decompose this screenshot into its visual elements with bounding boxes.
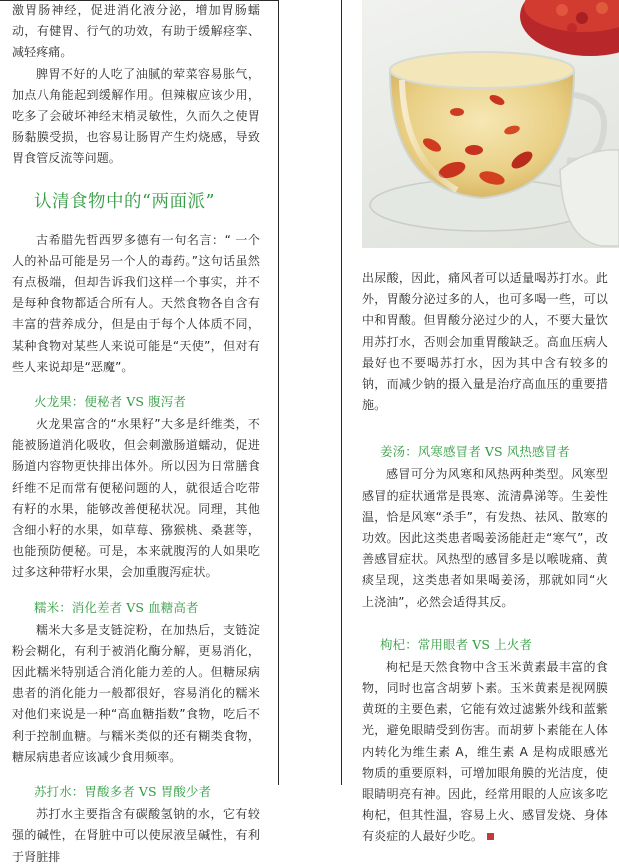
item-title-goji: 枸杞：常用眼者 VS 上火者 — [380, 636, 532, 652]
item-text-goji — [362, 657, 608, 848]
article-end-icon — [487, 833, 494, 840]
soda-continuation: 出尿酸，因此，痛风者可以适量喝苏打水。此外，胃酸分泌过多的人，也可多喝一些，可以中和胃酸。但胃酸分泌过少的人，不要大量饮用苏打水，否则会加重胃酸缺乏。高血压病人最好也不要喝苏打水，因为其中含有较多的钠，而减少钠的摄入量是治疗高血压的重要措施。 — [362, 271, 608, 413]
item-text-glutinous-rice: 糯米大多是支链淀粉，在加热后，支链淀粉会糊化，有利于被消化酶分解，更易消化，因此糯米特别适合消化能力差的人。但糖尿病患者的消化能力一般都很好，容易消化的糯米对他们来说是一种“高血糖指数”食物，吃后不利于控制血糖。与糯米类似的还有糊类食物，糖尿病患者应该减少食用频率。 — [12, 622, 260, 764]
item-title-ginger-soup: 姜汤：风寒感冒者 VS 风热感冒者 — [380, 444, 570, 460]
left-column — [12, 0, 260, 868]
goji-tea-photo — [362, 0, 619, 248]
item-text-dragonfruit: 火龙果富含的“水果籽”大多是纤维类，不能被肠道消化吸收，但会刺激肠道蠕动，促进肠道内容物更快排出体外。所以因为日常膳食纤维不足而常有便秘问题的人，就很适合吃带有籽的水果，能够改善便秘状况。同理，其他含细小籽的水果，如草莓、猕猴桃、桑葚等，也能预防便秘。可是，本来就腹泻的人如果吃过多这种带籽水果，会加重腹泻症状。 — [12, 417, 260, 580]
item-text-ginger-soup: 感冒可分为风寒和风热两种类型。风寒型感冒的症状通常是畏寒、流清鼻涕等。生姜性温，恰是风寒“杀手”，有发热、祛风、散寒的功效。因此这类患者喝姜汤能赶走“寒气”，改善感冒症状。风热型的感冒多是以喉咙痛、黄痰呈现，这类患者如果喝姜汤，那就如同“火上浇油”，必然会适得其反。 — [362, 467, 608, 609]
right-column — [362, 268, 608, 848]
second-glass — [560, 150, 619, 246]
item-title-glutinous-rice: 糯米：消化差者 VS 血糖高者 — [34, 599, 199, 615]
column-divider-right — [341, 0, 342, 785]
section-title: 认清食物中的“两面派” — [34, 191, 215, 212]
section-intro: 古希腊先哲西罗多德有一句名言：“ 一个人的补品可能是另一个人的毒药。”这句话虽然有点极端，但却告诉我们这样一个事实，并不是每种食物都适合所有人。天然食物各自含有丰富的营养成分，但是由于每个人体质不同，某种食物对某些人来说可能是“天使”，但对有些人来说却是“恶魔”。 — [12, 232, 260, 374]
item-text-goji-body: 枸杞是天然食物中含玉米黄素最丰富的食物，同时也富含胡萝卜素。玉米黄素是视网膜黄斑的主要色素，它能有效过滤紫外线和蓝紫光，避免眼睛受到伤害。而胡萝卜素能在人体内转化为维生素 A，维生素 A 是构成眼感光物质的重要原料，可增加眼角膜的光洁度，使眼睛明亮有神。因此，经常用眼的人应该多吃枸杞，但其性温，容易上火、感冒发烧、身体有炎症的人最好少吃。 — [362, 659, 608, 844]
intro-paragraph: 激胃肠神经，促进消化液分泌，增加胃肠蠕动，有健胃、行气的功效，有助于缓解痉挛、减轻疼痛。 — [12, 3, 260, 60]
item-text-soda-water: 苏打水主要指含有碳酸氢钠的水，它有较强的碱性，在肾脏中可以使尿液呈碱性，有利于肾脏排 — [12, 807, 260, 864]
goji-tea-illustration — [362, 0, 619, 248]
item-title-dragonfruit: 火龙果：便秘者 VS 腹泻者 — [34, 394, 186, 410]
column-divider-left — [278, 0, 279, 785]
item-title-soda-water: 苏打水：胃酸多者 VS 胃酸少者 — [34, 784, 212, 800]
intro-paragraph: 脾胃不好的人吃了油腻的荤菜容易胀气，加点八角能起到缓解作用。但辣椒应该少用，吃多了会破坏神经末梢灵敏性，久而久之使胃肠黏膜受损，也容易让肠胃产生灼烧感，导致胃食管反流等问题。 — [12, 66, 260, 166]
